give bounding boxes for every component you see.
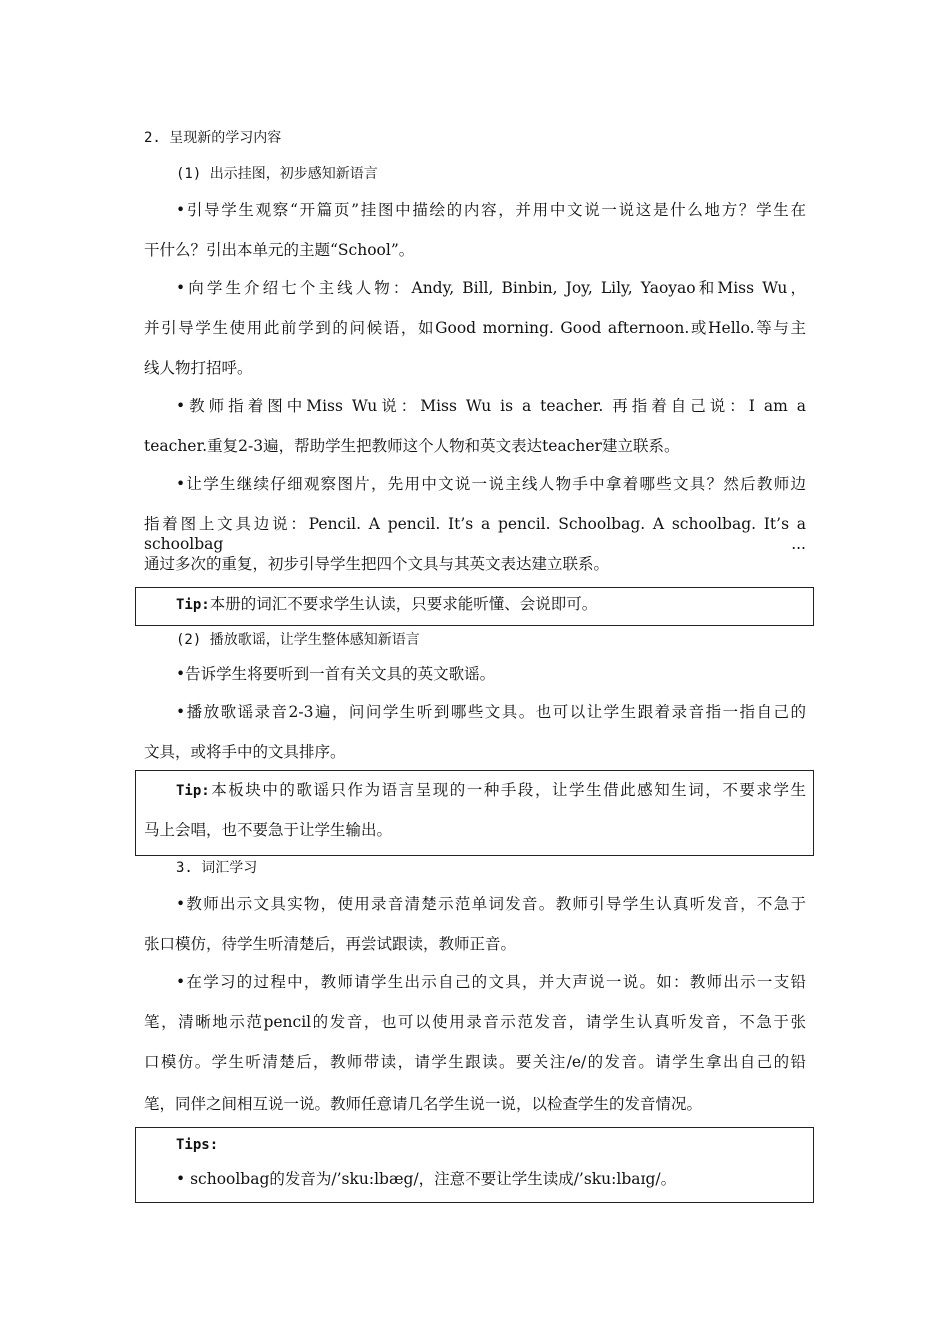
subsection-2-2-title: (2) 播放歌谣，让学生整体感知新语言 [176,632,420,648]
subsection-2-1-title: (1) 出示挂图，初步感知新语言 [176,166,378,182]
tip-2-label: Tip: [176,783,210,799]
paragraph-1-line-2: 干什么？引出本单元的主题“School”。 [144,241,415,259]
paragraph-8-line-4: 笔，同伴之间相互说一说。教师任意请几名学生说一说，以检查学生的发音情况。 [144,1095,703,1113]
tip-box-3 [135,1127,814,1203]
section-2-title: 2. 呈现新的学习内容 [144,130,282,146]
paragraph-2-line-3: 线人物打招呼。 [144,359,253,377]
tip-3-text: • schoolbag的发音为/’sku:lbæg/，注意不要让学生读成/’sku:lbaɪg/。 [176,1170,677,1188]
paragraph-2-line-1: •向学生介绍七个主线人物：Andy, Bill, Binbin, Joy, Lily, Yaoyao和Miss Wu， [176,279,806,297]
paragraph-6-line-2: 文具，或将手中的文具排序。 [144,743,346,761]
paragraph-3-line-1: •教师指着图中Miss Wu说：Miss Wu is a teacher. 再指着自己说：I am a [176,397,806,415]
paragraph-4-line-2: 指着图上文具边说：Pencil. A pencil. It’s a pencil. Schoolbag. A schoolbag. It’s a schoolbag ... [144,515,806,553]
paragraph-4-line-1: •让学生继续仔细观察图片，先用中文说一说主线人物手中拿着哪些文具？然后教师边 [176,475,806,493]
tip-1-text: 本册的词汇不要求学生认读，只要求能听懂、会说即可。 [209,595,598,613]
section-3-title: 3. 词汇学习 [176,860,258,876]
paragraph-1-line-1: •引导学生观察“开篇页”挂图中描绘的内容，并用中文说一说这是什么地方？学生在 [176,201,806,219]
tip-box-1 [135,587,814,626]
paragraph-3-line-2: teacher.重复2-3遍，帮助学生把教师这个人物和英文表达teacher建立联系。 [144,437,680,455]
paragraph-7-line-2: 张口模仿，待学生听清楚后，再尝试跟读，教师正音。 [144,935,517,953]
tip-3-label: Tips: [176,1137,219,1153]
paragraph-8-line-3: 口模仿。学生听清楚后，教师带读，请学生跟读。要关注/e/的发音。请学生拿出自己的铅 [144,1053,806,1071]
tip-1-label: Tip: [176,597,210,613]
tip-box-2 [135,770,814,856]
tip-2-text-1: 本板块中的歌谣只作为语言呈现的一种手段，让学生借此感知生词，不要求学生 [209,781,806,799]
paragraph-4-line-3: 通过多次的重复，初步引导学生把四个文具与其英文表达建立联系。 [144,555,610,573]
tip-1-content [176,594,597,615]
paragraph-8-line-2: 笔，清晰地示范pencil的发音，也可以使用录音示范发音，请学生认真听发音，不急于张 [144,1013,806,1031]
tip-2-line-1 [176,780,806,801]
paragraph-2-line-2: 并引导学生使用此前学到的问候语，如Good morning. Good afternoon.或Hello.等与主 [144,319,806,337]
paragraph-8-line-1: •在学习的过程中，教师请学生出示自己的文具，并大声说一说。如：教师出示一支铅 [176,973,806,991]
paragraph-5-line-1: •告诉学生将要听到一首有关文具的英文歌谣。 [176,665,496,683]
tip-2-line-2: 马上会唱，也不要急于让学生输出。 [144,821,393,839]
paragraph-7-line-1: •教师出示文具实物，使用录音清楚示范单词发音。教师引导学生认真听发音，不急于 [176,895,806,913]
paragraph-6-line-1: •播放歌谣录音2-3遍，问问学生听到哪些文具。也可以让学生跟着录音指一指自己的 [176,703,806,721]
